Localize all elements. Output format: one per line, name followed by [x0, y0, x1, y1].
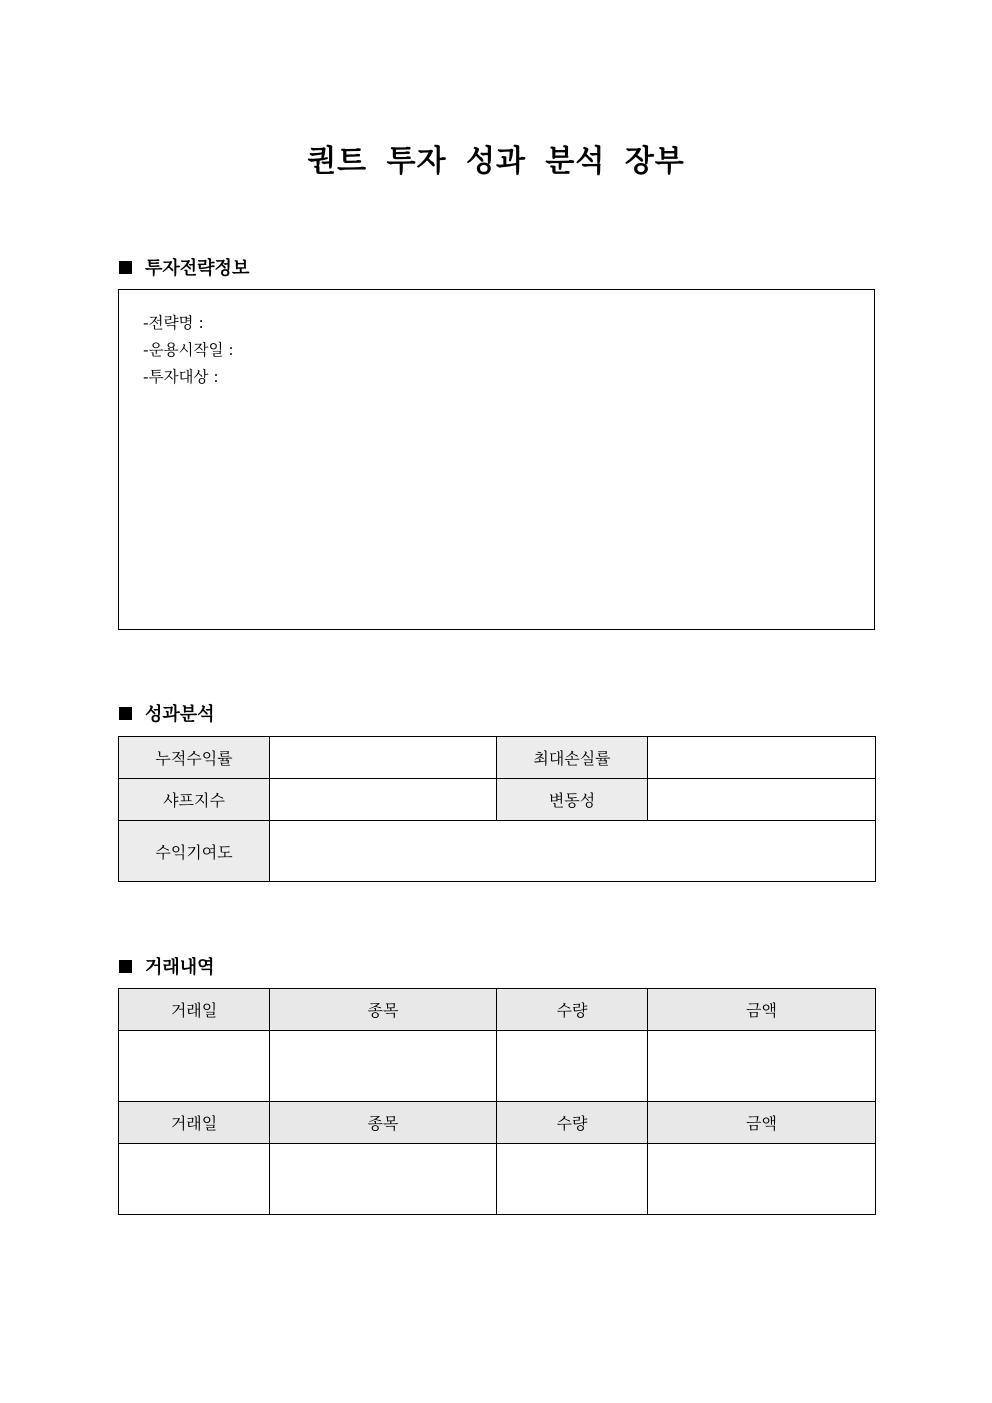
strategy-section-heading — [119, 254, 249, 280]
trade-date-cell[interactable] — [119, 1144, 270, 1215]
volatility-value[interactable] — [648, 779, 876, 821]
volatility-label: 변동성 — [497, 779, 648, 821]
investment-target-label: -투자대상 : — [143, 368, 219, 386]
trades-heading-text: 거래내역 — [145, 957, 215, 978]
amount-cell[interactable] — [648, 1144, 876, 1215]
table-row — [119, 1031, 876, 1102]
square-bullet-icon — [119, 960, 132, 973]
table-row — [119, 779, 876, 821]
strategy-heading-text: 투자전략정보 — [145, 258, 250, 279]
start-date-field[interactable] — [143, 337, 234, 364]
performance-table — [118, 736, 876, 882]
table-row — [119, 737, 876, 779]
table-row — [119, 821, 876, 882]
square-bullet-icon — [119, 707, 132, 720]
amount-cell[interactable] — [648, 1031, 876, 1102]
sharpe-ratio-value[interactable] — [270, 779, 497, 821]
column-header-amount: 금액 — [648, 989, 876, 1031]
cumulative-return-label: 누적수익률 — [119, 737, 270, 779]
max-drawdown-label: 최대손실률 — [497, 737, 648, 779]
performance-section-heading — [119, 700, 215, 726]
return-contribution-value[interactable] — [270, 821, 876, 882]
column-header-ticker: 종목 — [270, 989, 497, 1031]
table-header-row — [119, 989, 876, 1031]
column-header-amount: 금액 — [648, 1102, 876, 1144]
investment-target-field[interactable] — [143, 364, 234, 391]
column-header-trade-date: 거래일 — [119, 989, 270, 1031]
start-date-label: -운용시작일 : — [143, 341, 234, 359]
document-title: 퀀트 투자 성과 분석 장부 — [307, 144, 685, 179]
return-contribution-label: 수익기여도 — [119, 821, 270, 882]
strategy-info-box[interactable] — [118, 289, 875, 630]
column-header-quantity: 수량 — [497, 989, 648, 1031]
column-header-trade-date: 거래일 — [119, 1102, 270, 1144]
table-header-row — [119, 1102, 876, 1144]
sharpe-ratio-label: 샤프지수 — [119, 779, 270, 821]
strategy-name-field[interactable] — [143, 310, 234, 337]
quantity-cell[interactable] — [497, 1031, 648, 1102]
column-header-ticker: 종목 — [270, 1102, 497, 1144]
ticker-cell[interactable] — [270, 1031, 497, 1102]
table-row — [119, 1144, 876, 1215]
trades-table — [118, 988, 876, 1215]
ticker-cell[interactable] — [270, 1144, 497, 1215]
quantity-cell[interactable] — [497, 1144, 648, 1215]
square-bullet-icon — [119, 261, 132, 274]
cumulative-return-value[interactable] — [270, 737, 497, 779]
performance-heading-text: 성과분석 — [145, 704, 215, 725]
trade-date-cell[interactable] — [119, 1031, 270, 1102]
strategy-name-label: -전략명 : — [143, 314, 204, 332]
column-header-quantity: 수량 — [497, 1102, 648, 1144]
max-drawdown-value[interactable] — [648, 737, 876, 779]
trades-section-heading — [119, 953, 215, 979]
